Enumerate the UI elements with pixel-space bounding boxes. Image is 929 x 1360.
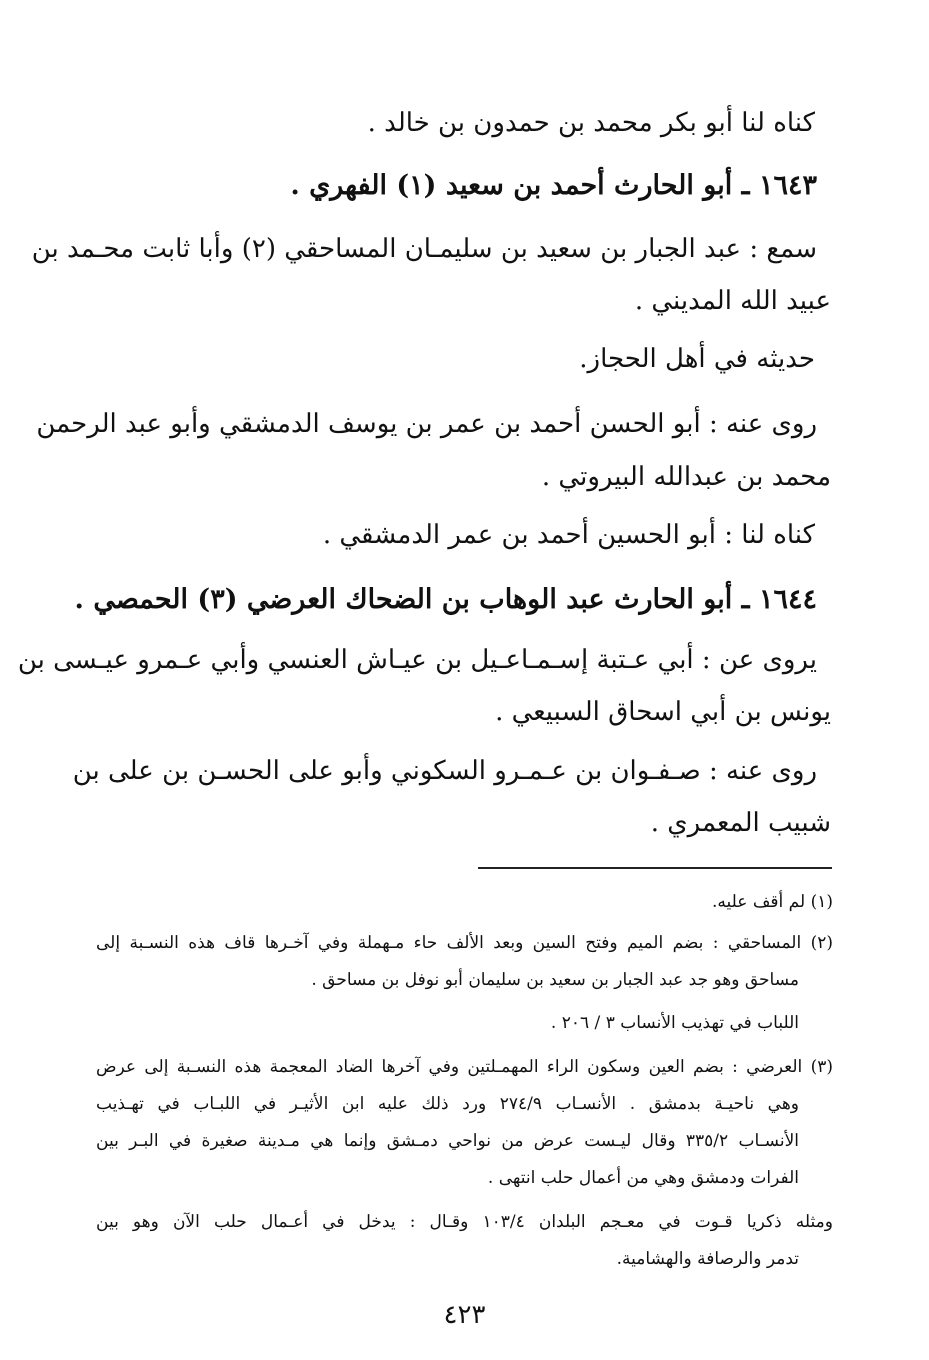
footnote-line: (٣) العرضي : بضم العين وسكون الراء المهمـلتين وفي آخرها الضاد المعجمة هذه النسـبة إلى عرض (96, 1057, 833, 1077)
text-line: كناه لنا أبو بكر محمد بن حمدون بن خالد . (367, 108, 815, 138)
text-line: شبيب المعمري . (650, 808, 831, 838)
footnote-line: الفرات ودمشق وهي من أعمال حلب انتهى . (487, 1168, 799, 1188)
footnote-line: (٢) المساحقي : بضم الميم وفتح السين وبعد الألف حاء مـهملة وفي آخـرها قاف هذه النسـبة إلى (96, 933, 833, 953)
text-line: روى عنه : صـفـوان بن عـمـرو السكوني وأبو على الحسـن بن على بن (72, 756, 817, 786)
page-number: ٤٢٣ (443, 1300, 486, 1330)
footnote-line: تدمر والرصافة والهشامية. (616, 1249, 799, 1269)
text-line: روى عنه : أبو الحسن أحمد بن عمر بن يوسف الدمشقي وأبو عبد الرحمن (36, 409, 817, 439)
text-line: يونس بن أبي اسحاق السبيعي . (495, 697, 831, 727)
text-line: كناه لنا : أبو الحسين أحمد بن عمر الدمشقي . (322, 520, 815, 550)
entry-heading-1644: ١٦٤٤ ـ أبو الحارث عبد الوهاب بن الضحاك العرضي (٣) الحمصي . (74, 584, 817, 615)
text-line: يروى عن : أبي عـتبة إسـمـاعـيل بن عيـاش العنسي وأبي عـمرو عيـسى بن (17, 645, 817, 675)
entry-heading-1643: ١٦٤٣ ـ أبو الحارث أحمد بن سعيد (١) الفهري . (290, 170, 817, 201)
footnote-separator (478, 867, 832, 869)
footnote-line: مساحق وهو جد عبد الجبار بن سعيد بن سليمان أبو نوفل بن مساحق . (311, 970, 799, 990)
footnote-line: (١) لم أقف عليه. (712, 892, 833, 912)
footnote-line: اللباب في تهذيب الأنساب ٣ / ٢٠٦ . (550, 1013, 799, 1033)
text-line: حديثه في أهل الحجاز. (579, 344, 815, 374)
footnote-line: ومثله ذكريا قـوت في معـجم البلدان ١٠٣/٤ وقـال : يدخل في أعـمال حلب الآن وهو بين (96, 1212, 833, 1232)
footnote-line: وهي ناحيـة بدمشق . الأنسـاب ٢٧٤/٩ ورد ذلك عليه ابن الأثيـر في اللبـاب في تهـذيب (96, 1094, 799, 1114)
text-line: محمد بن عبدالله البيروتي . (541, 462, 831, 492)
footnote-line: الأنسـاب ٣٣٥/٢ وقال ليـست عرض من نواحي دمـشق وإنما هي مـدينة صغيرة في البـر بين (96, 1131, 799, 1151)
text-line: عبيد الله المديني . (634, 286, 831, 316)
text-line: سمع : عبد الجبار بن سعيد بن سليمـان المساحقي (٢) وأبا ثابت محـمد بن (31, 234, 817, 264)
